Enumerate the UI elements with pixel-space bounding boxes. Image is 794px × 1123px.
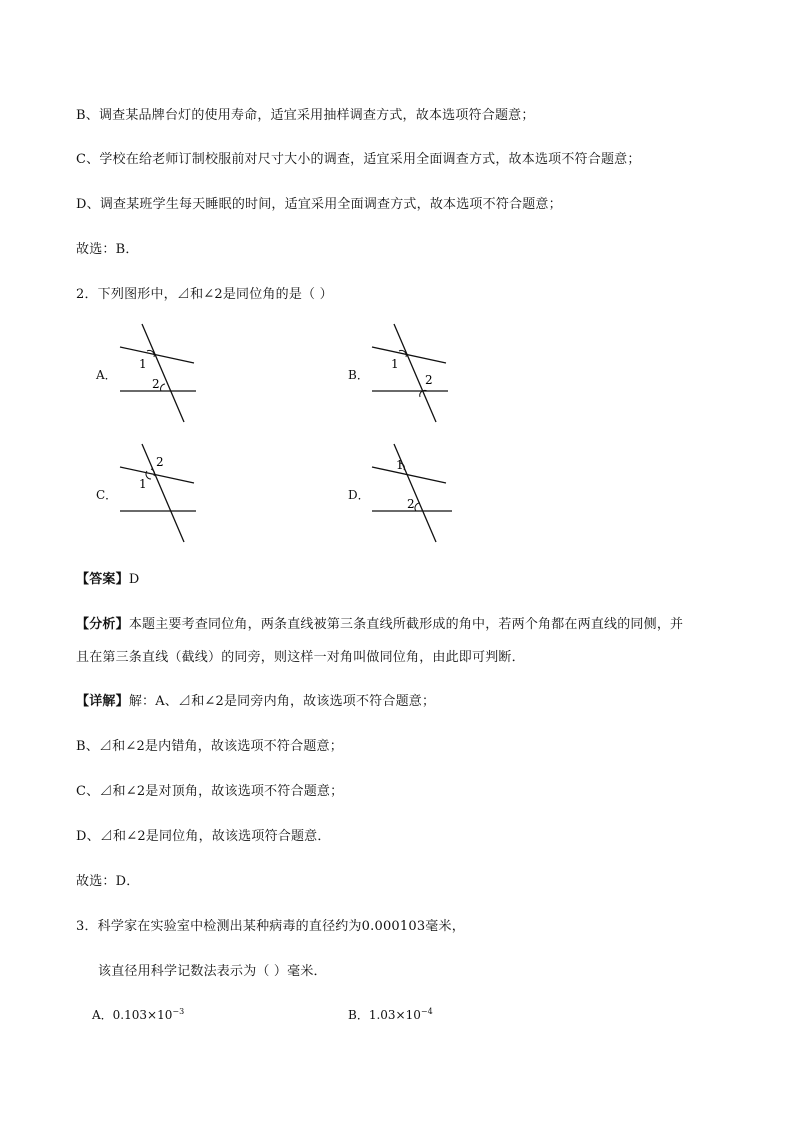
angle-1-label: 1 [391,357,399,371]
analysis-line-2: 且在第三条直线（截线）的同旁，则这样一对角叫做同位角，由此即可判断． [76,650,525,665]
angle-2-label: 2 [407,497,415,511]
option-b-exponent: −4 [420,1007,433,1016]
option-a-label: A． [96,368,117,382]
transversal [142,324,184,422]
option-b-label: B． [348,368,369,382]
prev-option-b: B、调查某品牌台灯的使用寿命，适宜采用抽样调查方式，故本选项符合题意； [76,108,535,123]
detail-line-b: B、⊿和∠2是内错角，故该选项不符合题意； [76,739,343,754]
prev-option-d: D、调查某班学生每天睡眠的时间，适宜采用全面调查方式，故本选项不符合题意； [76,197,562,212]
angle-2-label: 2 [152,377,160,391]
option-a-figure [96,318,206,423]
option-b-label: B． [348,1008,369,1022]
angle-1-arc [146,471,151,479]
option-b-figure [348,318,458,423]
detail-line-d: D、⊿和∠2是同位角，故该选项符合题意． [76,829,331,844]
question3-stem-2: 该直径用科学记数法表示为（ ）毫米． [98,964,327,979]
analysis-line-1 [76,613,683,632]
angle-2-arc [151,469,155,476]
detail-line-a [76,690,435,709]
diagram-a [96,318,206,423]
diagram-c [96,438,206,543]
answer-tag: 【答案】 [76,572,129,587]
question2-choice: 故选：D． [76,874,140,889]
question3-option-b [348,1006,433,1023]
option-d-label: D． [348,488,370,502]
answer-line [76,568,139,587]
option-a-base: 0.103×10 [112,1008,173,1022]
angle-2-arc [161,384,165,391]
option-a-exponent: −3 [172,1007,185,1016]
angle-1-label: 1 [139,357,147,371]
prev-choice: 故选：B． [76,242,139,257]
question3-stem: 3．科学家在实验室中检测出某种病毒的直径约为0.000103毫米， [76,919,465,934]
detail-line-c: C、⊿和∠2是对顶角，故该选项不符合题意； [76,784,344,799]
option-c-label: C． [96,488,118,502]
analysis-tag: 【分析】 [76,617,129,632]
diagram-b [348,318,458,423]
analysis-text-1: 本题主要考查同位角，两条直线被第三条直线所截形成的角中，若两个角都在两直线的同侧，并 [128,617,684,632]
angle-1-label: 1 [139,477,147,491]
angle-1-label: 1 [396,458,404,472]
question3-option-a [92,1006,184,1023]
answer-value: D [128,572,140,587]
detail-text-a: 解：A、⊿和∠2是同旁内角，故该选项不符合题意； [128,694,436,709]
option-b-base: 1.03×10 [368,1008,421,1022]
angle-2-label: 2 [156,455,164,469]
diagram-d [348,438,458,543]
option-a-label: A． [92,1008,113,1022]
option-d-figure [348,438,458,543]
question2-stem: 2．下列图形中，⊿和∠2是同位角的是（ ） [76,287,333,302]
detail-tag: 【详解】 [76,694,129,709]
prev-option-c: C、学校在给老师订制校服前对尺寸大小的调查，适宜采用全面调查方式，故本选项不符合题意； [76,152,641,167]
angle-2-label: 2 [425,373,433,387]
option-c-figure [96,438,206,543]
